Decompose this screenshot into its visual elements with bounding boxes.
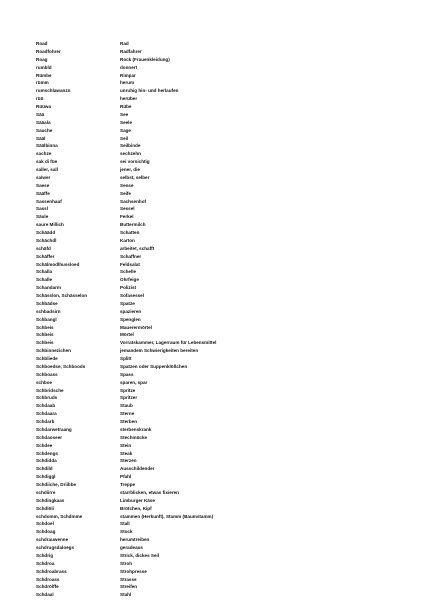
- glossary-row: [36, 387, 336, 395]
- glossary-row: [36, 166, 336, 174]
- dialect-term: Sauche: [36, 127, 53, 133]
- dialect-term: Schdaoseer: [36, 434, 63, 440]
- dialect-term: Schdiggl: [36, 474, 56, 480]
- dialect-term: Schbliede: [36, 356, 58, 361]
- glossary-row: [36, 513, 336, 521]
- german-translation: Stechmücke: [120, 434, 148, 440]
- glossary-row: [36, 40, 336, 48]
- dialect-term: rumschlawanzn: [36, 88, 71, 94]
- dialect-term: Schbeis: [36, 332, 54, 338]
- dialect-term: Schdoag: [36, 529, 56, 535]
- glossary-row: [36, 237, 336, 245]
- german-translation: Buttermilch: [120, 222, 146, 228]
- dialect-term: saure Millich: [36, 222, 64, 228]
- dialect-term: Saese: [36, 182, 50, 188]
- glossary-row: [36, 292, 336, 300]
- german-translation: Spritzer: [120, 395, 138, 401]
- dialect-term: schbadsirn: [36, 308, 61, 314]
- german-translation: Stock: [120, 529, 133, 535]
- dialect-term: Schäädd: [36, 230, 56, 235]
- dialect-term: Säälbinna: [36, 143, 58, 149]
- german-translation: Sachsenhof: [120, 198, 147, 204]
- german-translation: Radfahrer: [120, 48, 142, 54]
- dialect-term: Schdee: [36, 442, 53, 448]
- german-translation: Seilbinde: [120, 143, 141, 149]
- glossary-row: [36, 158, 336, 166]
- german-translation: sparen, spar: [120, 379, 148, 385]
- german-translation: jemandem Schwierigkeiten bereiten: [120, 348, 199, 354]
- dialect-term: Schdrölffe: [36, 584, 59, 590]
- dialect-term: Schdroabrass: [36, 568, 67, 574]
- dialect-term: Rüüwa: [36, 104, 52, 109]
- german-translation: donnert: [120, 64, 138, 70]
- german-translation: Rad: [120, 41, 129, 46]
- glossary-row: [36, 418, 336, 426]
- glossary-row: [36, 402, 336, 410]
- german-translation: Sense: [120, 182, 134, 188]
- glossary-row: [36, 473, 336, 481]
- german-translation: Limburger Käse: [120, 497, 155, 503]
- dialect-term: Schbinnezichen: [36, 348, 71, 354]
- german-translation: Karton: [120, 237, 135, 243]
- glossary-row: [36, 576, 336, 584]
- german-translation: See: [120, 111, 129, 117]
- glossary-row: [36, 544, 336, 552]
- glossary-row: [36, 426, 336, 434]
- dialect-term: sak di füe: [36, 159, 58, 165]
- german-translation: herüber: [120, 96, 138, 102]
- dialect-term: Schdoel: [36, 521, 54, 527]
- dialect-term: schdrauwenne: [36, 537, 69, 543]
- dialect-term: Road: [36, 41, 48, 46]
- glossary-row: [36, 79, 336, 87]
- glossary-row: [36, 72, 336, 80]
- glossary-row: [36, 268, 336, 276]
- glossary-row: [36, 142, 336, 150]
- dialect-term: schdrugsdaloegs: [36, 545, 75, 550]
- german-translation: unruhig hin- und herlaufen: [120, 88, 179, 94]
- german-translation: selbst, selber: [120, 174, 150, 180]
- dialect-term: Schächdl: [36, 237, 57, 243]
- german-translation: Stein: [120, 442, 132, 448]
- german-translation: Pfahl: [120, 474, 132, 480]
- glossary-row: [36, 331, 336, 339]
- german-translation: Sage: [120, 127, 131, 133]
- glossary-row: [36, 150, 336, 158]
- german-translation: Ferkel: [120, 214, 134, 220]
- german-translation: Strick, dickes Seil: [120, 552, 160, 558]
- dialect-term: Sääl: [36, 135, 46, 141]
- glossary-row: [36, 245, 336, 253]
- glossary-row: [36, 284, 336, 292]
- dialect-term: Schdaab: [36, 403, 56, 409]
- glossary-row: [36, 520, 336, 528]
- dialect-term: Schdidda: [36, 458, 57, 464]
- dialect-term: Schalle: [36, 277, 53, 283]
- glossary-row: [36, 410, 336, 418]
- german-translation: Sofasessel: [120, 293, 145, 298]
- german-translation: Steak: [120, 450, 133, 456]
- german-translation: Schaffner: [120, 253, 142, 259]
- dialect-term: salwer: [36, 174, 51, 180]
- dialect-term: Roadfohrer: [36, 48, 61, 54]
- german-translation: Ausschildender: [120, 466, 155, 472]
- glossary-row: [36, 347, 336, 355]
- glossary-row: [36, 489, 336, 497]
- dialect-term: rüü: [36, 96, 44, 102]
- dialect-term: Schdarb: [36, 419, 55, 424]
- german-translation: Seele: [120, 119, 133, 125]
- glossary-row: [36, 253, 336, 261]
- dialect-term: Schdiiche, Driibbe: [36, 482, 77, 487]
- glossary-row: [36, 300, 336, 308]
- german-translation: geradeaus: [120, 545, 143, 550]
- german-translation: Seife: [120, 190, 131, 196]
- glossary-row: [36, 434, 336, 442]
- dialect-term: sachze: [36, 151, 52, 157]
- german-translation: Ohrfeige: [120, 277, 139, 283]
- glossary-row: [36, 583, 336, 591]
- glossary-row: [36, 127, 336, 135]
- german-translation: Rimpar: [120, 72, 136, 78]
- german-translation: Sterben: [120, 419, 138, 424]
- glossary-row: [36, 229, 336, 237]
- german-translation: Polizist: [120, 285, 137, 291]
- dialect-term: Sassenhauf: [36, 198, 62, 204]
- glossary-row: [36, 205, 336, 213]
- german-translation: Splitt: [120, 356, 132, 361]
- glossary-row: [36, 324, 336, 332]
- glossary-row: [36, 182, 336, 190]
- german-translation: Sterzen: [120, 458, 137, 464]
- german-translation: Staub: [120, 403, 133, 409]
- glossary-row: [36, 394, 336, 402]
- german-translation: Brötchen, Kipf: [120, 505, 152, 511]
- glossary-row: [36, 103, 336, 111]
- glossary-row: [36, 339, 336, 347]
- glossary-row: [36, 221, 336, 229]
- glossary-row: [36, 560, 336, 568]
- glossary-row: [36, 48, 336, 56]
- dialect-term: schäfd: [36, 245, 51, 251]
- german-translation: starrblicken, etwas fixieren: [120, 489, 179, 495]
- glossary-row: [36, 119, 336, 127]
- dialect-term: Schdaal: [36, 592, 54, 598]
- german-translation: Stroh: [120, 560, 132, 566]
- german-translation: Vorratskammer, Lagerraum für Lebensmittel: [120, 340, 217, 346]
- dialect-term: saller, sall: [36, 167, 58, 172]
- german-translation: stammen (Herkunft), Stamm (Baumstamm): [120, 513, 214, 519]
- german-translation: Spritze: [120, 387, 136, 393]
- dialect-term: Schdrig: [36, 552, 54, 558]
- dialect-term: Schdaara: [36, 411, 57, 417]
- dialect-term: Schdild: [36, 466, 53, 472]
- german-translation: Spass: [120, 371, 134, 377]
- german-translation: spazieren: [120, 308, 142, 314]
- german-translation: Stall: [120, 521, 130, 527]
- glossary-row: [36, 190, 336, 198]
- glossary-row: [36, 568, 336, 576]
- glossary-row: [36, 198, 336, 206]
- german-translation: Spatzen oder Suppenklößchen: [120, 363, 188, 369]
- dialect-term: schboe: [36, 379, 53, 385]
- glossary-row: [36, 528, 336, 536]
- dialect-term: Schandarm: [36, 285, 62, 291]
- dialect-term: rümm: [36, 80, 49, 86]
- german-translation: Stahl: [120, 592, 132, 598]
- german-translation: Treppe: [120, 482, 136, 487]
- glossary-row: [36, 213, 336, 221]
- glossary-row: [36, 56, 336, 64]
- german-translation: Rübe: [120, 104, 132, 109]
- glossary-row: [36, 64, 336, 72]
- german-translation: sterbenskrank: [120, 426, 152, 432]
- dialect-term: Schbeis: [36, 340, 54, 346]
- glossary-row: [36, 363, 336, 371]
- glossary-row: [36, 276, 336, 284]
- glossary-row: [36, 481, 336, 489]
- glossary-row: [36, 591, 336, 599]
- dialect-term: Schdroa: [36, 560, 55, 566]
- german-translation: Spatze: [120, 300, 135, 306]
- glossary-row: [36, 379, 336, 387]
- german-translation: Mauerermörtel: [120, 324, 152, 330]
- german-translation: Schatten: [120, 230, 140, 235]
- glossary-row: [36, 497, 336, 505]
- german-translation: Sessel: [120, 206, 135, 212]
- dialect-term: Schbangl: [36, 316, 57, 322]
- german-translation: Strasse: [120, 576, 137, 582]
- glossary-row: [36, 457, 336, 465]
- dialect-term: Schälmodlhussloed: [36, 261, 80, 267]
- glossary-row: [36, 87, 336, 95]
- dialect-term: rumbld: [36, 64, 52, 70]
- glossary-row: [36, 505, 336, 513]
- dialect-term: schdomm, Schdmme: [36, 513, 83, 519]
- glossary-row: [36, 308, 336, 316]
- dialect-term: Schdlöli: [36, 505, 54, 511]
- glossary-body: [36, 40, 336, 599]
- glossary-row: [36, 536, 336, 544]
- dialect-term: Schdroass: [36, 576, 60, 582]
- dialect-term: Schboedse, Schboods: [36, 363, 86, 369]
- glossary-row: [36, 135, 336, 143]
- glossary-row: [36, 355, 336, 363]
- dialect-term: Schdarwetraang: [36, 426, 72, 432]
- german-translation: arbeitet, schafft: [120, 245, 155, 251]
- german-translation: Sterne: [120, 411, 135, 417]
- glossary-row: [36, 174, 336, 182]
- dialect-term: Sassl: [36, 206, 49, 212]
- glossary-row: [36, 465, 336, 473]
- dialect-term: Schboass: [36, 371, 58, 377]
- dialect-term: schdiirre: [36, 489, 56, 495]
- german-translation: Seil: [120, 135, 129, 141]
- dialect-term: Schbeis: [36, 324, 54, 330]
- dialect-term: Säule: [36, 214, 49, 220]
- german-translation: Rock (Frauenkleidung): [120, 56, 170, 62]
- dialect-term: Sääffe: [36, 190, 50, 196]
- dialect-term: Schbridsche: [36, 387, 64, 393]
- german-translation: sei vorsichtig: [120, 159, 150, 165]
- dialect-term: Schdengs: [36, 450, 58, 456]
- german-translation: Schelle: [120, 269, 137, 275]
- dialect-term: Sää: [36, 111, 45, 117]
- glossary-row: [36, 111, 336, 119]
- glossary-row: [36, 552, 336, 560]
- dialect-glossary-table: [36, 40, 336, 599]
- german-translation: Strohpresse: [120, 568, 147, 574]
- dialect-term: Sääala: [36, 119, 51, 125]
- dialect-term: Schbädse: [36, 300, 58, 306]
- dialect-term: Schäffer: [36, 253, 55, 259]
- german-translation: Spenglen: [120, 316, 141, 322]
- german-translation: Mörtel: [120, 332, 134, 338]
- dialect-term: Schdingkaas: [36, 497, 65, 503]
- glossary-row: [36, 261, 336, 269]
- dialect-term: Schässlon, Schässelon: [36, 293, 88, 298]
- dialect-term: Roag: [36, 56, 48, 62]
- german-translation: herumtreiben: [120, 537, 150, 543]
- glossary-row: [36, 95, 336, 103]
- glossary-row: [36, 316, 336, 324]
- glossary-row: [36, 450, 336, 458]
- glossary-row: [36, 442, 336, 450]
- glossary-row: [36, 371, 336, 379]
- german-translation: jener, die: [120, 167, 140, 172]
- dialect-term: Schalla: [36, 269, 53, 275]
- german-translation: sechzehn: [120, 151, 141, 157]
- dialect-term: Schbruds: [36, 395, 58, 401]
- german-translation: herum: [120, 80, 135, 86]
- german-translation: Feldsalat: [120, 261, 140, 267]
- german-translation: Streifen: [120, 584, 138, 590]
- dialect-term: Rümbe: [36, 72, 52, 78]
